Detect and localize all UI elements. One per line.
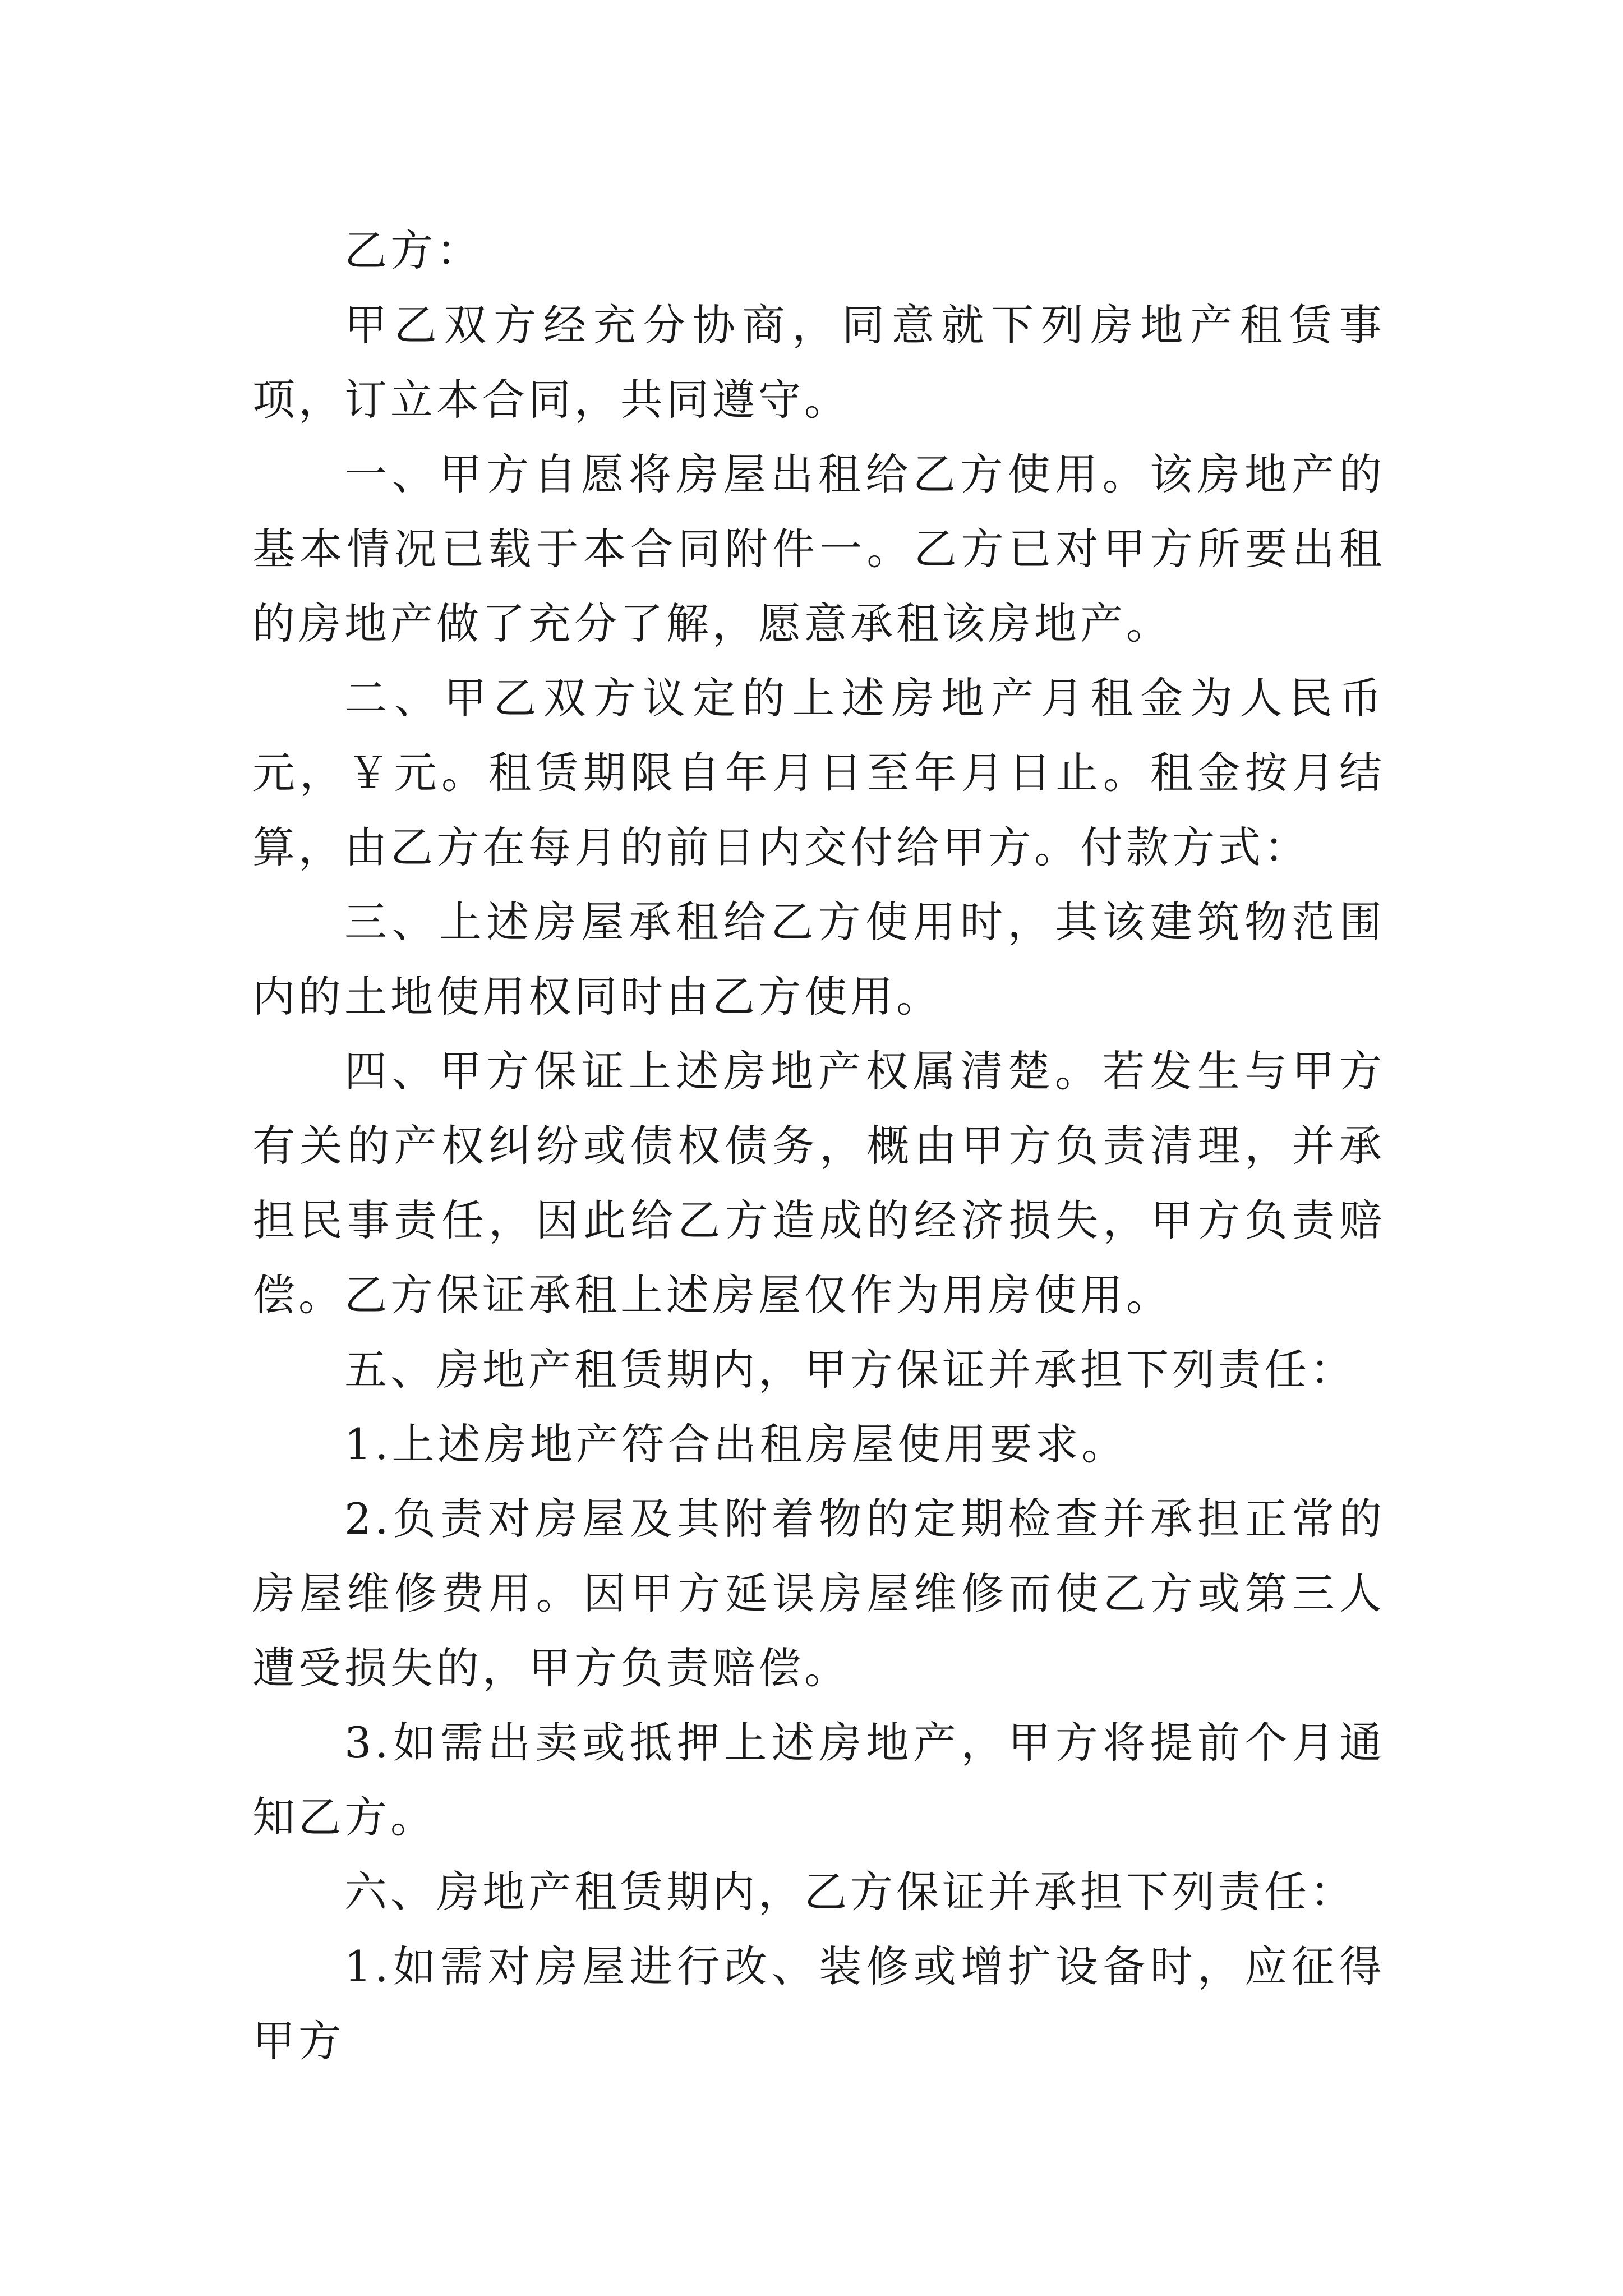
- clause-5-item-1: 1.上述房地产符合出租房屋使用要求。: [344, 1419, 1128, 1469]
- clause-4-paragraph: 四、甲方保证上述房地产权属清楚。若发生与甲方有关的产权纠纷或债权债务，概由甲方负责清理，并承担民事责任，因此给乙方造成的经济损失，甲方负责赔偿。乙方保证承租上述房屋仅作为用房使用。: [252, 1046, 1385, 1320]
- clause-5-heading: 五、房地产租赁期内，甲方保证并承担下列责任：: [344, 1345, 1356, 1395]
- clause-6-item-1: 1.如需对房屋进行改、装修或增扩设备时，应征得甲方: [252, 1941, 1385, 2066]
- clause-6-heading: 六、房地产租赁期内，乙方保证并承担下列责任：: [344, 1867, 1356, 1917]
- clause-5-item-3: 3.如需出卖或抵押上述房地产，甲方将提前个月通知乙方。: [252, 1718, 1385, 1842]
- clause-5-item-2: 2.负责对房屋及其附着物的定期检查并承担正常的房屋维修费用。因甲方延误房屋维修而使乙方或第三人遭受损失的，甲方负责赔偿。: [252, 1494, 1385, 1693]
- document-body: [252, 213, 1385, 2078]
- party-b-line: 乙方：: [344, 226, 482, 275]
- clause-1-paragraph: 一、甲方自愿将房屋出租给乙方使用。该房地产的基本情况已载于本合同附件一。乙方已对甲方所要出租的房地产做了充分了解，愿意承租该房地产。: [252, 449, 1385, 648]
- preamble-paragraph: 甲乙双方经充分协商，同意就下列房地产租赁事项，订立本合同，共同遵守。: [252, 300, 1385, 425]
- clause-2-paragraph: 二、甲乙双方议定的上述房地产月租金为人民币元，￥元。租赁期限自年月日至年月日止。租金按月结算，由乙方在每月的前日内交付给甲方。付款方式：: [252, 673, 1385, 872]
- clause-3-paragraph: 三、上述房屋承租给乙方使用时，其该建筑物范围内的土地使用权同时由乙方使用。: [252, 897, 1385, 1022]
